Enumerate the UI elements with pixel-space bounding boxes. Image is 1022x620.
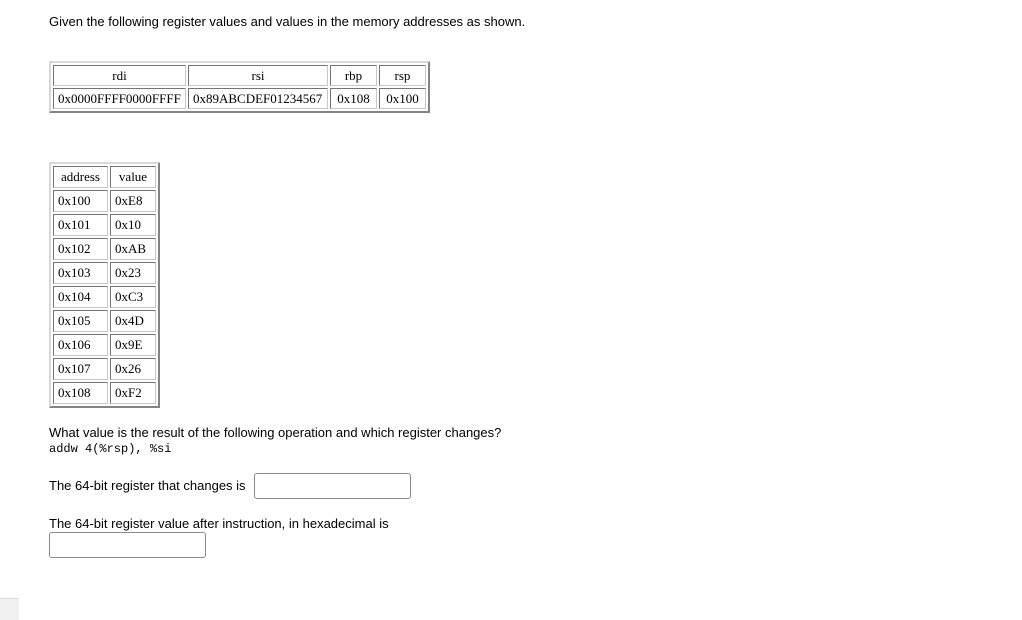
register-value-rsp: 0x100 [379,88,426,109]
register-header-rbp: rbp [330,65,377,86]
memory-row [53,310,156,332]
memory-address: 0x100 [53,190,108,212]
register-value-rbp: 0x108 [330,88,377,109]
memory-address: 0x101 [53,214,108,236]
memory-value: 0x9E [110,334,156,356]
register-header-rdi: rdi [53,65,186,86]
memory-row [53,190,156,212]
memory-row [53,358,156,380]
memory-value: 0x23 [110,262,156,284]
memory-row [53,238,156,260]
memory-row [53,214,156,236]
memory-address: 0x106 [53,334,108,356]
memory-header-address: address [53,166,108,188]
memory-address: 0x105 [53,310,108,332]
memory-address: 0x104 [53,286,108,308]
memory-row [53,286,156,308]
memory-address: 0x103 [53,262,108,284]
memory-table [49,162,160,408]
memory-header-row [53,166,156,188]
memory-value: 0x26 [110,358,156,380]
memory-value: 0x4D [110,310,156,332]
register-prompt: The 64-bit register that changes is [49,478,246,493]
memory-header-value: value [110,166,156,188]
register-table [49,61,430,113]
register-value-rdi: 0x0000FFFF0000FFFF [53,88,186,109]
memory-address: 0x107 [53,358,108,380]
memory-value: 0x10 [110,214,156,236]
memory-address: 0x102 [53,238,108,260]
question-text: What value is the result of the following operation and which register changes? [49,425,502,440]
memory-value: 0xC3 [110,286,156,308]
register-header-rsp: rsp [379,65,426,86]
memory-address: 0x108 [53,382,108,404]
memory-row [53,262,156,284]
register-header-row [53,65,426,86]
instruction-code: addw 4(%rsp), %si [49,442,172,456]
memory-value: 0xAB [110,238,156,260]
value-answer-input[interactable] [49,532,206,558]
register-answer-input[interactable] [254,473,411,499]
value-prompt: The 64-bit register value after instruction, in hexadecimal is [49,516,389,531]
intro-text: Given the following register values and values in the memory addresses as shown. [49,14,526,29]
memory-value: 0xF2 [110,382,156,404]
register-value-row [53,88,426,109]
memory-row [53,382,156,404]
corner-tab [0,598,19,620]
memory-row [53,334,156,356]
memory-value: 0xE8 [110,190,156,212]
register-header-rsi: rsi [188,65,328,86]
register-value-rsi: 0x89ABCDEF01234567 [188,88,328,109]
